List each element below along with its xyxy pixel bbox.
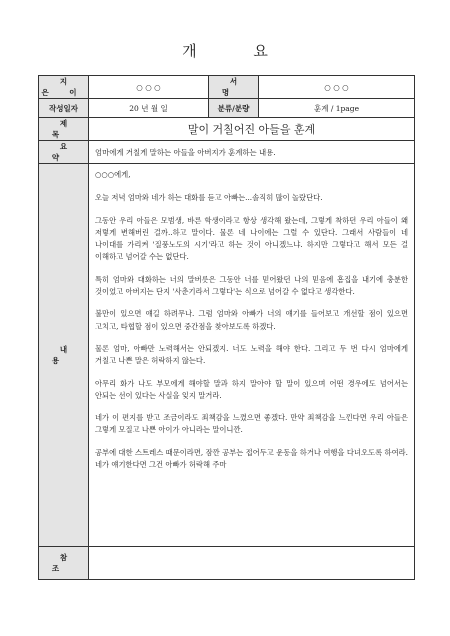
signature-value: ○ ○ ○	[259, 76, 415, 99]
category-value: 훈계 / 1page	[259, 99, 415, 118]
reference-label: 참 조	[39, 547, 89, 580]
author-value: ○ ○ ○	[89, 76, 209, 99]
signature-label: 서 명	[209, 76, 259, 99]
date-label: 작성일자	[39, 99, 89, 118]
body-paragraph-2: 그동안 우리 아들은 모범생, 바른 학생이라고 항상 생각해 왔는데, 그렇게 착하던 우리 아들이 왜 저렇게 변해버린 걸까..하고 말이다. 물론 네 나이에는 그럴 수 있단다. 그래서 사람들이 네 나이대를 가리켜 '질풍노도의 시기'라고 하는 것이 아니겠느냐. 하지만 그렇다고 해서 모든 걸 이해하고 넘어갈 수는 없단다.	[95, 215, 408, 262]
content-body	[89, 164, 415, 547]
body-paragraph-8: 공부에 대한 스트레스 때문이라면, 잠깐 공부는 접어두고 운동을 하거나 여행을 다녀오도록 하여라. 네가 얘기한다면 그건 아빠가 허락해 주마	[95, 447, 408, 470]
author-row	[39, 76, 415, 99]
date-row	[39, 99, 415, 118]
summary-row	[39, 141, 415, 164]
body-paragraph-5: 물론 엄마, 아빠만 노력해서는 안되겠지. 너도 노력을 해야 한다. 그리고 두 번 다시 엄마에게 거칠고 나쁜 말은 허락하지 않는다.	[95, 343, 408, 366]
body-paragraph-1: 오늘 저녁 엄마와 네가 하는 대화를 듣고 아빠는...솔직히 많이 놀랐단다.	[95, 193, 323, 203]
body-paragraph-6: 아무리 화가 나도 부모에게 해야할 말과 하지 말아야 할 말이 있으며 어떤 경우에도 넘어서는 안되는 선이 있다는 사실을 잊지 말거라.	[95, 378, 408, 400]
author-label: 지 은 이	[39, 76, 89, 99]
body-paragraph-3: 특히 엄마와 대화하는 너의 말버릇은 그동안 너를 믿어왔던 나의 믿음에 흠집을 내기에 충분한 것이었고 아버지는 단지 '사춘기라서 그렇다'는 식으로 넘어갈 수 없다고 생각한다.	[95, 274, 408, 297]
date-value: 20 년 월 일	[89, 99, 209, 118]
overview-form-table	[38, 75, 415, 580]
body-paragraph-7: 네가 이 편지를 받고 조금이라도 죄책감을 느꼈으면 좋겠다. 만약 죄책감을 느낀다면 우리 아들은 그렇게 모질고 나쁜 아이가 아니라는 말이니깐.	[95, 413, 408, 435]
content-row	[39, 164, 415, 547]
body-paragraph-4: 불만이 있으면 얘길 하려무나. 그럼 엄마와 아빠가 너의 얘기를 들어보고 개선할 점이 있으면 고치고, 타협할 점이 있으면 중간점을 찾아보도록 하겠다.	[95, 309, 408, 331]
summary-label: 요 약	[39, 141, 89, 164]
page-title: 개 요	[182, 42, 294, 60]
reference-row	[39, 547, 415, 580]
subject-label: 제 목	[39, 118, 89, 141]
subject-value: 말이 거칠어진 아들을 훈계	[89, 118, 415, 141]
reference-value	[89, 547, 415, 580]
content-label: 내 용	[39, 164, 89, 547]
category-label: 분류/분량	[209, 99, 259, 118]
greeting-paragraph: ○○○에게,	[95, 170, 131, 179]
summary-value: 엄마에게 거칠게 말하는 아들을 아버지가 훈계하는 내용.	[89, 141, 415, 164]
subject-row	[39, 118, 415, 141]
